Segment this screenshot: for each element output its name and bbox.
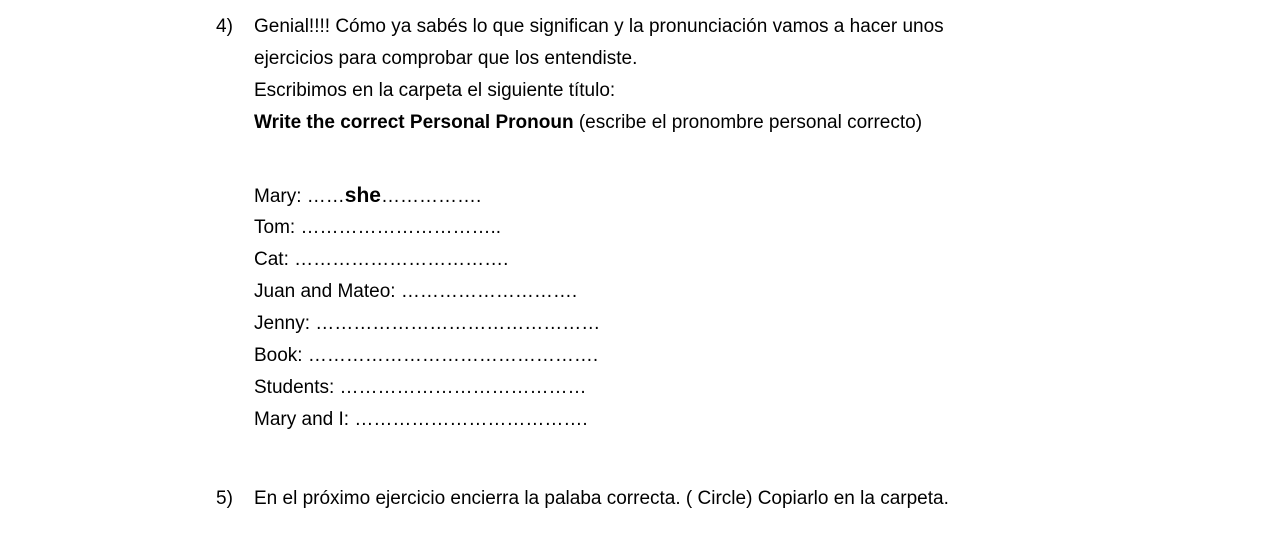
exercise-prompt: Cat: ……………………………. xyxy=(254,249,509,270)
exercise-title xyxy=(254,107,1216,139)
exercise-prompt: Mary and I: ………………………………. xyxy=(254,409,588,430)
exercise-prompt: Mary: …… xyxy=(254,186,345,207)
item-number: 5) xyxy=(216,488,233,509)
exercise-prompt: Students: ………………………………… xyxy=(254,377,587,398)
instruction-line: En el próximo ejercicio encierra la palaba correcta. ( Circle) Copiarlo en la carpeta. xyxy=(254,488,949,509)
exercise-title-translation: (escribe el pronombre personal correcto) xyxy=(573,112,923,133)
instruction-line: ejercicios para comprobar que los entendiste. xyxy=(254,48,638,69)
instruction-body xyxy=(254,11,1216,139)
instruction-line: Genial!!!! Cómo ya sabés lo que significan y la pronunciación vamos a hacer unos xyxy=(254,16,944,37)
exercise-title-bold: Write the correct Personal Pronoun xyxy=(254,112,574,133)
exercise-prompt: Book: ………………………………………. xyxy=(254,345,599,366)
exercise-prompt: Tom: ………………………….. xyxy=(254,217,502,238)
exercise-line xyxy=(254,180,600,212)
exercise-blank: ……………. xyxy=(380,186,482,207)
exercise-prompt: Juan and Mateo: ………………………. xyxy=(254,281,578,302)
exercise-prompt: Jenny: ……………………………………… xyxy=(254,313,601,334)
instruction-line: Escribimos en la carpeta el siguiente título: xyxy=(254,80,616,101)
exercise-line xyxy=(254,276,600,308)
pronoun-exercise-list xyxy=(254,180,600,436)
exercise-answer: she xyxy=(344,184,381,207)
exercise-line xyxy=(254,340,600,372)
exercise-line xyxy=(254,404,600,436)
exercise-line xyxy=(254,212,600,244)
exercise-line xyxy=(254,244,600,276)
instruction-body xyxy=(254,483,1216,515)
exercise-line xyxy=(254,372,600,404)
exercise-line xyxy=(254,308,600,340)
item-number: 4) xyxy=(216,16,233,37)
